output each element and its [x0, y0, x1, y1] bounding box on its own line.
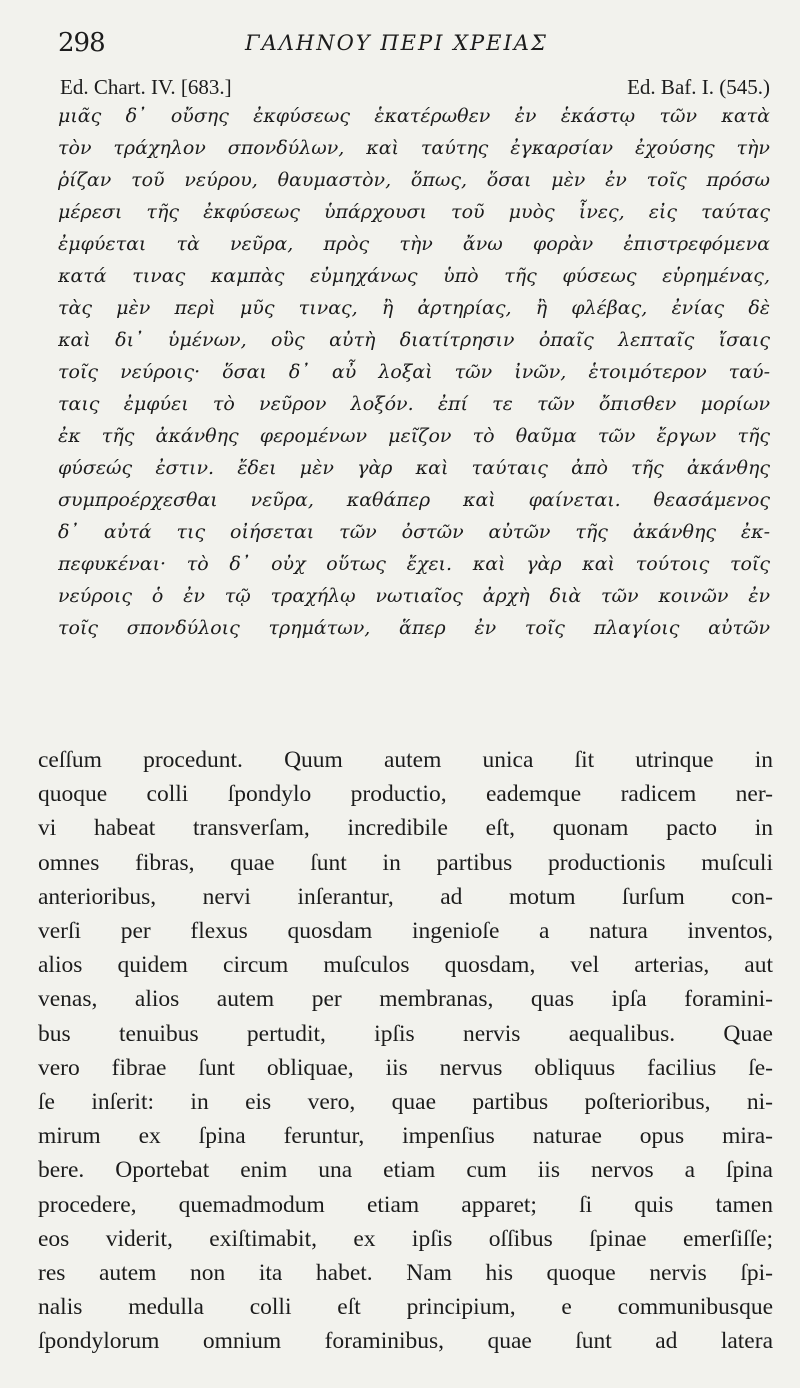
- latin-text-line: venas, alios autem per membranas, quas ipſa foramini-: [38, 986, 773, 1013]
- edition-reference-right: Ed. Baf. I. (545.): [627, 75, 770, 99]
- latin-text-line: procedere, quemadmodum etiam apparet; ſi quis tamen: [38, 1191, 773, 1218]
- latin-text-line: nalis medulla colli eſt principium, e communibusque: [38, 1294, 773, 1321]
- greek-text-line: μιᾶς δ᾽ οὔσης ἐκφύσεως ἑκατέρωθεν ἐν ἑκάστῳ τῶν κατὰ: [58, 105, 770, 127]
- running-title: ΓΑΛΗΝΟΥ ΠΕΡΙ ΧΡΕΙΑΣ: [245, 31, 548, 55]
- greek-text-line: ἐκ τῆς ἀκάνθης φερομένων μεῖζον τὸ θαῦμα τῶν ἔργων τῆς: [58, 425, 770, 447]
- page-number: 298: [58, 28, 105, 58]
- greek-text-line: κατά τινας καμπὰς εὐμηχάνως ὑπὸ τῆς φύσεως εὑρημένας,: [58, 265, 770, 287]
- greek-text-line: νεύροις ὁ ἐν τῷ τραχήλῳ νωτιαῖος ἀρχὴ διὰ τῶν κοινῶν ἐν: [58, 585, 770, 607]
- greek-text-line: μέρεσι τῆς ἐκφύσεως ὑπάρχουσι τοῦ μυὸς ἶνες, εἰς ταύτας: [58, 201, 770, 223]
- greek-text-line: τοῖς σπονδύλοις τρημάτων, ἅπερ ἐν τοῖς πλαγίοις αὐτῶν: [58, 617, 770, 639]
- greek-text-block: [58, 100, 770, 644]
- greek-text-line: φύσεώς ἐστιν. ἔδει μὲν γὰρ καὶ ταύταις ἀπὸ τῆς ἀκάνθης: [58, 457, 770, 479]
- latin-text-line: vi habeat transverſam, incredibile eſt, quonam pacto in: [38, 815, 773, 842]
- greek-text-line: πεφυκέναι· τὸ δ᾽ οὐχ οὕτως ἔχει. καὶ γὰρ καὶ τούτοις τοῖς: [58, 553, 770, 575]
- latin-text-line: bere. Oportebat enim una etiam cum iis nervos a ſpina: [38, 1157, 773, 1184]
- latin-text-line: verſi per flexus quosdam ingenioſe a natura inventos,: [38, 918, 773, 945]
- latin-text-line: omnes fibras, quae ſunt in partibus productionis muſculi: [38, 849, 773, 876]
- greek-text-line: τοῖς νεύροις· ὅσαι δ᾽ αὖ λοξαὶ τῶν ἰνῶν, ἑτοιμότερον ταύ-: [58, 361, 770, 383]
- latin-text-line: vero fibrae ſunt obliquae, iis nervus obliquus facilius ſe-: [38, 1054, 773, 1081]
- greek-text-line: καὶ δι᾽ ὑμένων, οὓς αὐτὴ διατίτρησιν ὀπαῖς λεπταῖς ἴσαις: [58, 329, 770, 351]
- latin-text-line: anterioribus, nervi inſerantur, ad motum ſurſum con-: [38, 883, 773, 910]
- latin-text-line: res autem non ita habet. Nam his quoque nervis ſpi-: [38, 1260, 773, 1287]
- latin-text-line: ſe inſerit: in eis vero, quae partibus poſterioribus, ni-: [38, 1089, 773, 1116]
- edition-reference-left: Ed. Chart. IV. [683.]: [60, 75, 232, 99]
- greek-text-line: συμπροέρχεσθαι νεῦρα, καθάπερ καὶ φαίνεται. θεασάμενος: [58, 489, 770, 511]
- latin-text-line: alios quidem circum muſculos quosdam, vel arterias, aut: [38, 952, 773, 979]
- latin-text-line: ceſſum procedunt. Quum autem unica ſit utrinque in: [38, 747, 773, 773]
- latin-text-line: ſpondylorum omnium foraminibus, quae ſunt ad latera: [38, 1328, 773, 1355]
- greek-text-line: τὰς μὲν περὶ μῦς τινας, ἢ ἀρτηρίας, ἢ φλέβας, ἐνίας δὲ: [58, 297, 770, 319]
- latin-text-line: eos viderit, exiſtimabit, ex ipſis oſſibus ſpinae emerſiſſe;: [38, 1225, 773, 1252]
- greek-text-line: ταις ἐμφύει τὸ νεῦρον λοξόν. ἐπί τε τῶν ὄπισθεν μορίων: [58, 393, 770, 415]
- greek-text-line: ἐμφύεται τὰ νεῦρα, πρὸς τὴν ἄνω φορὰν ἐπιστρεφόμενα: [58, 233, 770, 255]
- greek-text-line: δ᾽ αὐτά τις οἰήσεται τῶν ὀστῶν αὐτῶν τῆς ἀκάνθης ἐκ-: [58, 521, 770, 543]
- latin-text-block: [38, 743, 773, 1359]
- latin-text-line: bus tenuibus pertudit, ipſis nervis aequalibus. Quae: [38, 1020, 773, 1047]
- latin-text-line: mirum ex ſpina feruntur, impenſius naturae opus mira-: [38, 1123, 773, 1150]
- latin-text-line: quoque colli ſpondylo productio, eademque radicem ner-: [38, 781, 773, 808]
- greek-text-line: ῥίζαν τοῦ νεύρου, θαυμαστὸν, ὅπως, ὅσαι μὲν ἐν τοῖς πρόσω: [58, 169, 770, 191]
- greek-text-line: τὸν τράχηλον σπονδύλων, καὶ ταύτης ἐγκαρσίαν ἐχούσης τὴν: [58, 137, 770, 159]
